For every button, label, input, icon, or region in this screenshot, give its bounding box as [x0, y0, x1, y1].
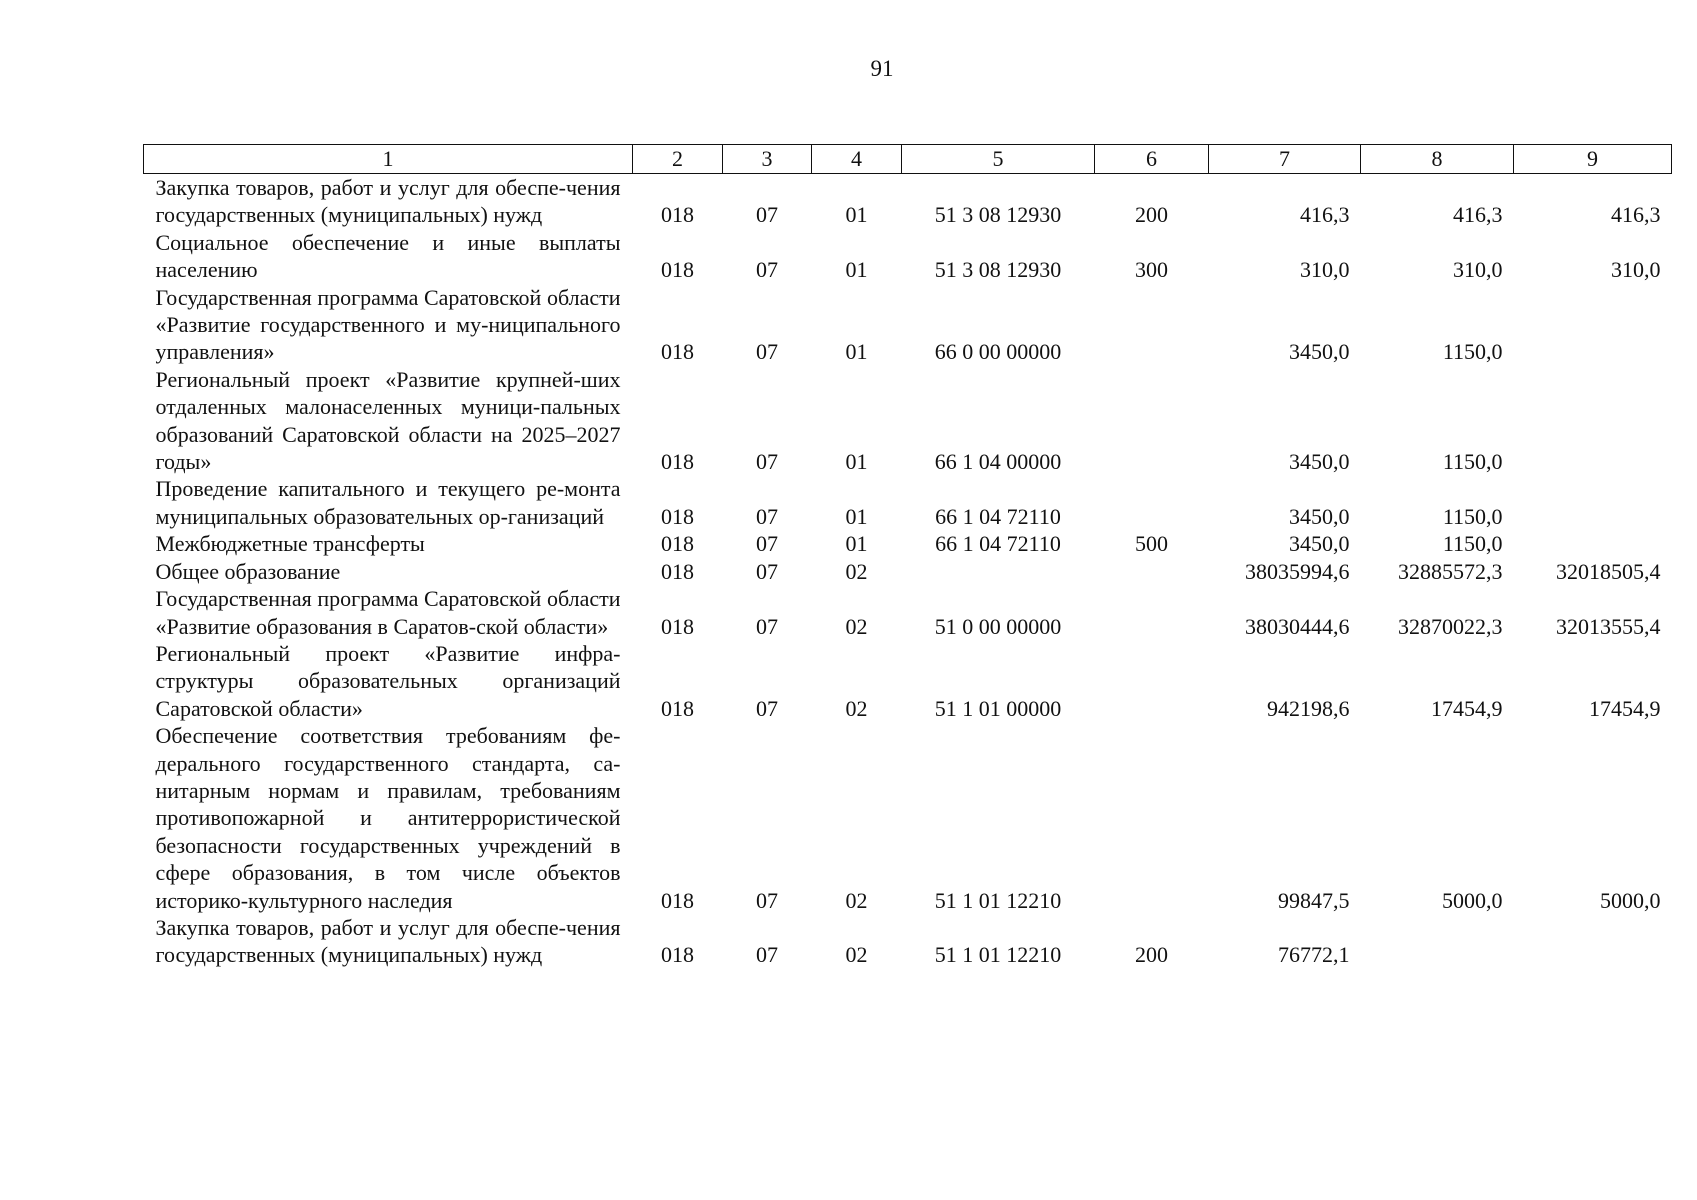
- cell-amount-3: 416,3: [1611, 202, 1661, 228]
- cell-target-article: 66 1 04 00000: [934, 449, 1062, 475]
- row-description: Общее образование: [155, 558, 341, 584]
- cell-amount-3: [1514, 475, 1672, 530]
- cell-ministry-code: 018: [661, 531, 694, 557]
- row-description: Закупка товаров, работ и услуг для обеспе-чения государственных (муниципальных) нужд: [155, 175, 621, 228]
- cell-subsection: 02: [845, 613, 868, 639]
- cell-amount-2: [1361, 914, 1514, 969]
- cell-subsection: 01: [845, 339, 868, 365]
- cell-amount-2: 32870022,3: [1398, 613, 1503, 639]
- table-row: [144, 558, 1672, 585]
- cell-amount-3: 32018505,4: [1556, 558, 1661, 584]
- cell-amount-3: [1514, 284, 1672, 366]
- cell-amount-3: 5000,0: [1600, 887, 1661, 913]
- cell-section: 07: [756, 558, 778, 584]
- row-description: Государственная программа Саратовской области «Развитие государственного и му-ниципального управления»: [155, 284, 621, 365]
- cell-ministry-code: 018: [661, 257, 694, 283]
- cell-section: 07: [756, 257, 778, 283]
- cell-amount-1: 3450,0: [1289, 503, 1350, 529]
- cell-amount-3: 32013555,4: [1556, 613, 1661, 639]
- cell-target-article: 51 1 01 00000: [934, 695, 1062, 721]
- header-cell: 8: [1361, 145, 1514, 174]
- cell-ministry-code: 018: [661, 695, 694, 721]
- header-cell: 7: [1209, 145, 1361, 174]
- row-description: Региональный проект «Развитие крупней-ших отдаленных малонаселенных муници-пальных образований Саратовской области на 2025–2027 годы»: [155, 366, 621, 475]
- cell-expense-type: [1095, 722, 1209, 914]
- cell-section: 07: [756, 613, 778, 639]
- header-cell: 4: [812, 145, 902, 174]
- cell-subsection: 02: [845, 942, 868, 968]
- cell-ministry-code: 018: [661, 887, 694, 913]
- cell-amount-2: 17454,9: [1431, 695, 1503, 721]
- cell-amount-2: 5000,0: [1442, 887, 1503, 913]
- cell-target-article: 66 1 04 72110: [935, 503, 1061, 529]
- cell-amount-1: 310,0: [1300, 257, 1350, 283]
- cell-target-article: 51 0 00 00000: [934, 613, 1062, 639]
- cell-expense-type: 200: [1135, 202, 1168, 228]
- cell-subsection: 02: [845, 695, 868, 721]
- cell-amount-3: [1514, 530, 1672, 557]
- cell-amount-1: 38035994,6: [1245, 558, 1350, 584]
- table-row: [144, 722, 1672, 914]
- header-cell: 2: [633, 145, 723, 174]
- cell-target-article: 66 1 04 72110: [935, 531, 1061, 557]
- table-row: [144, 914, 1672, 969]
- table-row: [144, 640, 1672, 722]
- cell-expense-type: [1095, 640, 1209, 722]
- row-description: Государственная программа Саратовской области «Развитие образования в Саратов-ской области»: [155, 586, 621, 639]
- cell-target-article: [902, 558, 1095, 585]
- row-description: Закупка товаров, работ и услуг для обеспе-чения государственных (муниципальных) нужд: [155, 914, 621, 968]
- cell-target-article: 51 1 01 12210: [934, 942, 1062, 968]
- cell-section: 07: [756, 339, 778, 365]
- cell-section: 07: [756, 887, 778, 913]
- table-row: [144, 174, 1672, 229]
- cell-expense-type: 200: [1135, 942, 1168, 968]
- cell-ministry-code: 018: [661, 202, 694, 228]
- cell-expense-type: 300: [1135, 257, 1168, 283]
- cell-amount-1: 38030444,6: [1245, 613, 1350, 639]
- cell-ministry-code: 018: [661, 942, 694, 968]
- row-description: Проведение капитального и текущего ре-монта муниципальных образовательных ор-ганизаций: [155, 476, 621, 529]
- cell-section: 07: [756, 531, 778, 557]
- table-row: [144, 366, 1672, 476]
- cell-ministry-code: 018: [661, 503, 694, 529]
- cell-amount-2: 32885572,3: [1398, 558, 1503, 584]
- cell-amount-1: 3450,0: [1289, 449, 1350, 475]
- cell-subsection: 01: [845, 202, 868, 228]
- header-row: [144, 145, 1672, 174]
- cell-section: 07: [756, 449, 778, 475]
- cell-expense-type: 500: [1135, 531, 1168, 557]
- header-cell: 5: [902, 145, 1095, 174]
- cell-ministry-code: 018: [661, 449, 694, 475]
- cell-ministry-code: 018: [661, 613, 694, 639]
- cell-section: 07: [756, 503, 778, 529]
- cell-amount-2: 1150,0: [1442, 503, 1503, 529]
- table-row: [144, 475, 1672, 530]
- cell-target-article: 51 3 08 12930: [934, 202, 1062, 228]
- cell-amount-1: 942198,6: [1267, 695, 1350, 721]
- cell-amount-1: 3450,0: [1289, 531, 1350, 557]
- row-description: Региональный проект «Развитие инфра-структуры образовательных организаций Саратовской области»: [155, 640, 621, 721]
- cell-subsection: 01: [845, 449, 868, 475]
- table-row: [144, 229, 1672, 284]
- cell-amount-1: 416,3: [1300, 202, 1350, 228]
- header-cell: 9: [1514, 145, 1672, 174]
- cell-amount-3: [1514, 914, 1672, 969]
- cell-target-article: 66 0 00 00000: [934, 339, 1062, 365]
- cell-expense-type: [1095, 585, 1209, 640]
- cell-subsection: 01: [845, 257, 868, 283]
- header-cell: 3: [723, 145, 812, 174]
- cell-ministry-code: 018: [661, 339, 694, 365]
- cell-expense-type: [1095, 475, 1209, 530]
- header-cell: 1: [144, 145, 633, 174]
- cell-expense-type: [1095, 366, 1209, 476]
- row-description: Социальное обеспечение и иные выплаты населению: [155, 229, 621, 283]
- cell-section: 07: [756, 695, 778, 721]
- cell-ministry-code: 018: [661, 558, 694, 584]
- table-row: [144, 585, 1672, 640]
- table-row: [144, 530, 1672, 557]
- cell-subsection: 02: [845, 558, 868, 584]
- header-cell: 6: [1095, 145, 1209, 174]
- cell-amount-3: [1514, 366, 1672, 476]
- cell-amount-1: 3450,0: [1289, 339, 1350, 365]
- cell-subsection: 01: [845, 531, 868, 557]
- cell-amount-1: 99847,5: [1278, 887, 1350, 913]
- row-description: Межбюджетные трансферты: [155, 531, 425, 557]
- cell-amount-1: 76772,1: [1278, 942, 1350, 968]
- cell-amount-2: 416,3: [1453, 202, 1503, 228]
- budget-table: [143, 144, 1672, 969]
- cell-target-article: 51 3 08 12930: [934, 257, 1062, 283]
- cell-target-article: 51 1 01 12210: [934, 887, 1062, 913]
- cell-expense-type: [1095, 558, 1209, 585]
- cell-amount-2: 1150,0: [1442, 449, 1503, 475]
- cell-subsection: 02: [845, 887, 868, 913]
- cell-subsection: 01: [845, 503, 868, 529]
- page-number: 91: [870, 56, 894, 81]
- cell-amount-3: 310,0: [1611, 257, 1661, 283]
- cell-section: 07: [756, 942, 778, 968]
- cell-amount-2: 1150,0: [1442, 531, 1503, 557]
- cell-expense-type: [1095, 284, 1209, 366]
- cell-amount-2: 1150,0: [1442, 339, 1503, 365]
- row-description: Обеспечение соответствия требованиям фе-дерального государственного стандарта, са-нитарным нормам и правилам, требованиям противопожарной и антитеррористической безопасности государственных учреждений в сфере образования, в том числе объектов историко-культурного наследия: [155, 723, 621, 913]
- table-row: [144, 284, 1672, 366]
- cell-amount-3: 17454,9: [1589, 695, 1661, 721]
- cell-section: 07: [756, 202, 778, 228]
- cell-amount-2: 310,0: [1453, 257, 1503, 283]
